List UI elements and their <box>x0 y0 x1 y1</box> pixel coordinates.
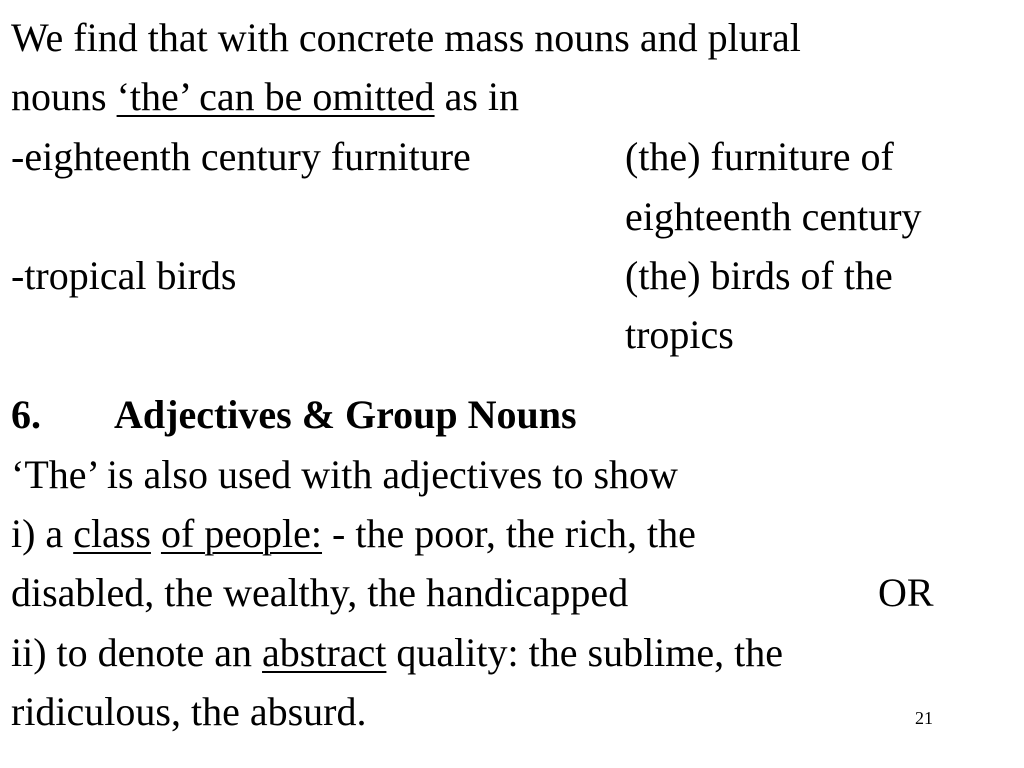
body-line-3: disabled, the wealthy, the handicapped <box>11 570 629 615</box>
example-1-left: -eighteenth century furniture <box>11 134 471 179</box>
or-label: OR <box>878 570 934 615</box>
slide-number: 21 <box>915 708 933 728</box>
example-1-right-2: eighteenth century <box>625 194 922 239</box>
body-text-4a: ii) to denote an <box>11 630 263 675</box>
body-text-4b: quality: the sublime, the <box>386 630 784 675</box>
of-people-underlined: of people: <box>160 511 323 556</box>
section-title: Adjectives & Group Nouns <box>114 392 577 437</box>
example-2-left: -tropical birds <box>11 253 237 298</box>
body-line-4 <box>11 629 783 677</box>
body-line-1: ‘The’ is also used with adjectives to show <box>11 452 678 497</box>
body-space <box>151 511 161 556</box>
intro-text-2b: as in <box>434 74 520 119</box>
section-number: 6. <box>11 392 41 437</box>
body-text-2b: - the poor, the rich, the <box>322 511 696 556</box>
intro-text-1: We find that with concrete mass nouns and plural <box>11 15 801 60</box>
intro-text-2a: nouns <box>11 74 117 119</box>
example-2-right-1: (the) birds of the <box>625 253 893 298</box>
example-1-right-1: (the) furniture of <box>625 134 894 179</box>
body-line-2 <box>11 510 696 558</box>
intro-line-2 <box>11 73 519 121</box>
body-text-2a: i) a <box>11 511 74 556</box>
abstract-underlined: abstract <box>262 630 387 675</box>
body-line-5: ridiculous, the absurd. <box>11 689 367 734</box>
class-underlined: class <box>73 511 151 556</box>
example-2-right-2: tropics <box>625 312 734 357</box>
section-heading <box>11 391 577 439</box>
intro-line-1 <box>11 14 801 62</box>
omitted-rule-underlined: ‘the’ can be omitted <box>116 74 435 119</box>
